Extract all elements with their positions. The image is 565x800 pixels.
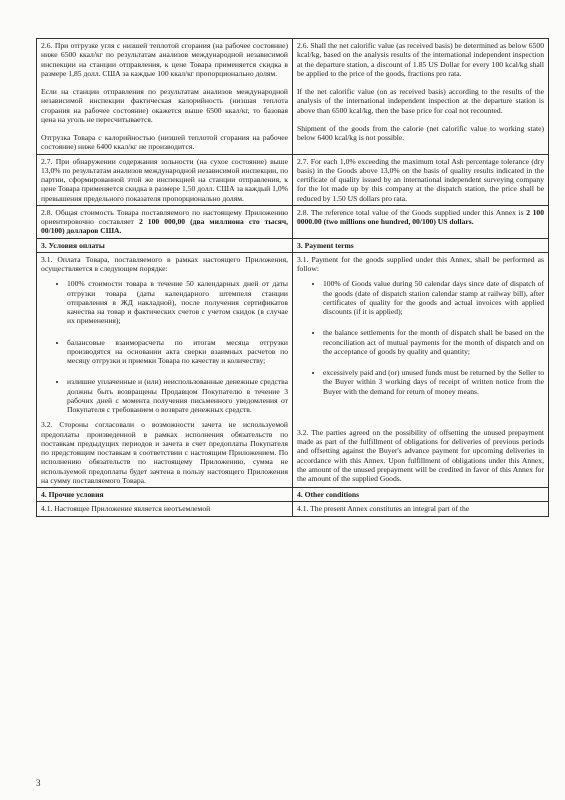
clause-2-7-ru: 2.7. При обнаружении содержания зольности (на сухое состояние) выше 13,0% по результатам анализов международной независимой инспекции, по партии, сформированной этой же инспекцией на станции отправления, к цене Товара применяется скидка в размере 1,50 долл. США за каждый 1,0% превышения предельного показателя пропорционально долям. — [37, 154, 293, 205]
clause-2-6-ru — [37, 39, 293, 155]
clause-2-6-en-p3: Shipment of the goods from the calorie (net calorific value to working state) below 6400 kcal/kg is not possible. — [297, 123, 544, 142]
clause-3-2-ru: 3.2. Стороны согласовали о возможности зачета не используемой предоплаты произведенной в рамках исполнения обязательств по поставкам предыдущих периодов и зачета в счет предоплаты Покупателя по предстоящим поставкам в соответствии с настоящим Приложением. По исполнению обязательств по настоящему Приложению, сумма не используемой предоплаты будет зачтена в пользу настоящего Приложения на сумму поставляемого Товара. — [41, 420, 288, 485]
payment-item-en: • 100% of Goods value during 50 calendar days since date of dispatch of the goods (date of dispatch station calendar stamp at railway bill), after certificates of quality for the goods and actual invoices with applied discounts (if it is applied); — [323, 279, 544, 316]
clause-3-1-ru-intro: 3.1. Оплата Товара, поставляемого в рамках настоящего Приложения, осуществляется в следующем порядке: — [41, 254, 288, 273]
clause-2-8-en — [293, 205, 549, 238]
clause-2-8-ru-lead: 2.8. Общая стоимость Товара поставляемого по настоящему Приложению ориентировочно составляет — [41, 207, 288, 226]
payment-item-ru: • излишне уплаченные и (или) неиспользованные денежные средства должны быть возвращены Продавцом Покупателю в течение 3 рабочих дней с момента получения письменного уведомления от Покупателя с требованием о возврате денежных средств. — [67, 377, 288, 414]
clause-2-6-ru-p3: Отгрузка Товара с калорийностью (низшей теплотой сгорания на рабочее состояние) ниже 6400 ккал/кг не производится. — [41, 133, 288, 152]
clause-2-6-row — [37, 39, 549, 155]
clause-2-6-en-p1: 2.6. Shall the net calorific value (as received basis) be determined as below 6500 kcal/kg, based on the analysis results of the international independent inspection at the departure station, a discount of 1.85 US Dollar for every 100 kcal/kg shall be applied to the price of the goods, fractions pro rata. — [297, 41, 544, 78]
section-3-title-ru: 3. Условия оплаты — [37, 238, 293, 252]
clause-2-8-ru-amount: 2 100 000,00 (два миллиона сто тысяч, 00/100) долларов США. — [41, 217, 289, 236]
clause-4-1-ru: 4.1. Настоящее Приложение является неотъемлемой — [37, 502, 293, 516]
clause-2-6-ru-p1: 2.6. При отгрузке угля с низшей теплотой сгорания (на рабочее состояние) ниже 6500 ккал/кг по результатам анализов международной независимой инспекции на станции отправления, к цене Товара применяется скидка в размере 1,85 долл. США за каждые 100 ккал/кг пропорционально долям. — [41, 41, 288, 78]
clause-2-8-en-amount: 2 100 0000.00 (two millions one hundred, 00/100) US dollars. — [297, 207, 544, 226]
payment-item-ru: • балансовые взаиморасчеты по итогам месяца отгрузки производятся на основании акта сверки взаимных расчетов по месяцу отгрузки и приемки Товара по качеству и количеству; — [67, 338, 288, 366]
clause-4-1-row — [37, 502, 549, 516]
clause-2-8-en-lead: 2.8. The reference total value of the Goods supplied under this Annex is — [297, 207, 524, 217]
clause-3-2-en: 3.2. The parties agreed on the possibility of offsetting the unused prepayment made as part of the fulfillment of obligations for deliveries of previous periods and offsetting against the Buyer's advance payment for upcoming deliveries in accordance with this Annex. Upon fulfillment of obligations under this Annex, the amount of the unused prepayment will be credited in favor of this Annex for the amount of the supplied Goods. — [297, 427, 544, 483]
payment-item-en: • excessively paid and (or) unused funds must be returned by the Seller to the Buyer within 3 working days of receipt of written notice from the Buyer with the demand for return of money means. — [323, 368, 544, 396]
clause-2-7-row — [37, 154, 549, 205]
section-3-title-en: 3. Payment terms — [293, 238, 549, 252]
contract-annex-page — [36, 38, 544, 517]
clause-2-8-ru — [37, 205, 293, 238]
clause-3-1-en-intro: 3.1. Payment for the goods supplied under this Annex, shall be performed as follow: — [297, 254, 544, 273]
bilingual-contract-table — [36, 38, 549, 517]
clause-2-8-row — [37, 205, 549, 238]
page-number: 3 — [36, 778, 41, 788]
payment-item-ru: • 100% стоимости товара в течение 50 календарных дней от даты отгрузки товара (даты календарного штемпеля станции отправления в ЖД накладной), после получения сертификатов качества на товар и фактических счетов с учетом скидок (в случае их применения); — [67, 279, 288, 325]
clause-2-6-ru-p2: Если на станции отправления по результатам анализов международной независимой инспекции фактическая калорийность (низшая теплота сгорания на рабочее состояние) окажется выше 6500 ккал/кг, то базовая цена на уголь не пересчитывается. — [41, 87, 288, 124]
payment-list-en — [297, 279, 544, 396]
clause-2-6-en — [293, 39, 549, 155]
section-4-title-en: 4. Other conditions — [293, 488, 549, 502]
clause-3-ru — [37, 252, 293, 487]
clause-3-row — [37, 252, 549, 487]
payment-list-ru — [41, 279, 288, 414]
payment-item-en: • the balance settlements for the month of dispatch shall be based on the reconciliation act of mutual payments for the month of dispatch and on the acceptance of goods by quality and quantity; — [323, 328, 544, 356]
section-4-title-ru: 4. Прочие условия — [37, 488, 293, 502]
clause-4-1-en: 4.1. The present Annex constitutes an integral part of the — [293, 502, 549, 516]
section-3-header-row — [37, 238, 549, 252]
clause-3-en — [293, 252, 549, 487]
clause-2-6-en-p2: If the net calorific value (on as received basis) according to the results of the analysis of the international independent inspection at the departure station is above than 6500 kcal/kg, then the base price for coal not recounted. — [297, 87, 544, 115]
clause-2-7-en: 2.7. For each 1,0% exceeding the maximum total Ash percentage tolerance (dry basis) in the Goods above 13,0% on the basis of quality results indicated in the certificate of quality issued by an international independent surveying company for the lot made up by this company at the dispatch station, the price shall be reduced by 1.50 US dollars pro rata. — [293, 154, 549, 205]
section-4-header-row — [37, 488, 549, 502]
